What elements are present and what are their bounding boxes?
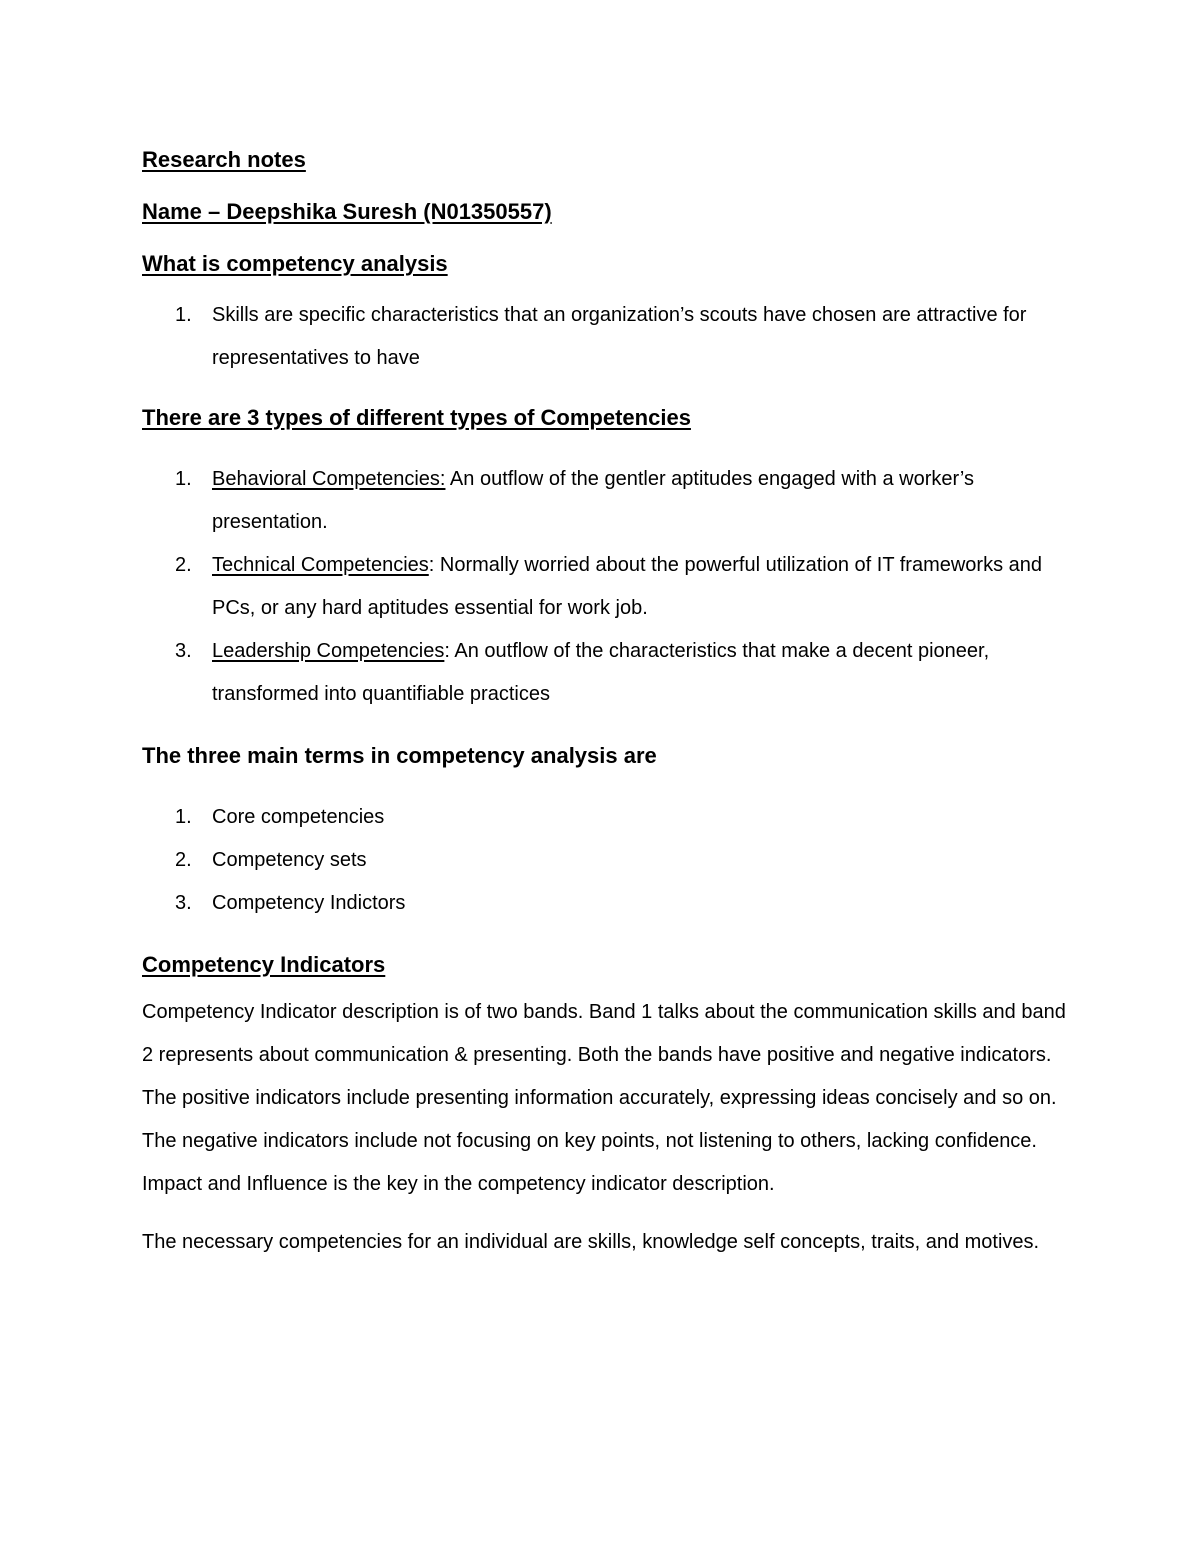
heading-main-terms: The three main terms in competency analysis are — [142, 743, 657, 768]
competency-description: An outflow of the gentler aptitudes engaged with a worker’s presentation. — [212, 468, 974, 533]
list-item — [142, 294, 1072, 380]
list-item — [142, 544, 1072, 630]
list-number: 1. — [175, 806, 192, 828]
document-title: Research notes — [142, 147, 306, 172]
list-number: 3. — [175, 892, 192, 914]
list-number: 3. — [175, 640, 192, 662]
heading-what-is-competency-analysis: What is competency analysis — [142, 251, 448, 276]
list-item-text: Skills are specific characteristics that an organization’s scouts have chosen are attractive for representatives to have — [212, 304, 1027, 369]
author-name-line: Name – Deepshika Suresh (N01350557) — [142, 199, 552, 224]
list-item-text: Core competencies — [212, 806, 385, 828]
list-item — [142, 839, 1072, 882]
list-item-text: Competency sets — [212, 849, 367, 871]
list-number: 1. — [175, 304, 192, 326]
list-item — [142, 458, 1072, 544]
list-item — [142, 882, 1072, 925]
heading-types-of-competencies: There are 3 types of different types of Competencies — [142, 405, 691, 430]
competency-description: : Normally worried about the powerful utilization of IT frameworks and PCs, or any hard aptitudes essential for work job. — [212, 554, 1043, 619]
list-number: 2. — [175, 849, 192, 871]
competency-term: Technical Competencies — [212, 554, 429, 576]
document-body — [142, 140, 1072, 1264]
heading-competency-indicators: Competency Indicators — [142, 952, 386, 977]
list-item — [142, 796, 1072, 839]
list-number: 1. — [175, 468, 192, 490]
list-number: 2. — [175, 554, 192, 576]
competency-term: Behavioral Competencies: — [212, 468, 446, 490]
competency-description: : An outflow of the characteristics that make a decent pioneer, transformed into quantifiable practices — [212, 640, 990, 705]
list-item — [142, 630, 1072, 716]
indicators-paragraph: Competency Indicator description is of two bands. Band 1 talks about the communication skills and band 2 represents about communication & presenting. Both the bands have positive and negative indicators. The positive indicators include presenting information accurately, expressing ideas concisely and so on. The negative indicators include not focusing on key points, not listening to others, lacking confidence. Impact and Influence is the key in the competency indicator description. — [142, 1001, 1066, 1195]
competency-types-list — [142, 458, 1072, 716]
necessary-competencies-paragraph: The necessary competencies for an individual are skills, knowledge self concepts, traits, and motives. — [142, 1231, 1040, 1253]
main-terms-list — [142, 796, 1072, 925]
competency-term: Leadership Competencies — [212, 640, 445, 662]
definition-list — [142, 294, 1072, 380]
list-item-text: Competency Indictors — [212, 892, 406, 914]
